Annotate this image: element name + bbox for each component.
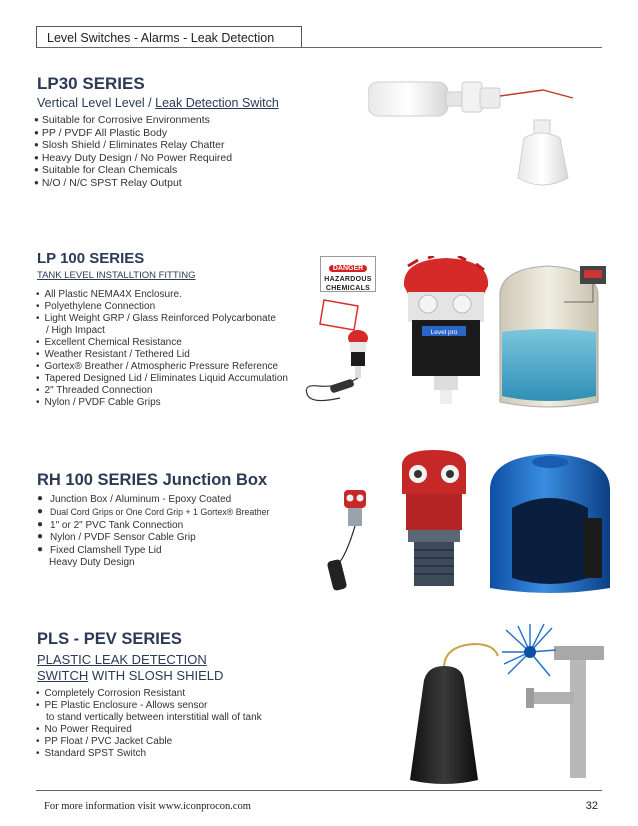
danger-text-1: HAZARDOUS <box>324 276 372 283</box>
page-number: 32 <box>585 800 598 812</box>
header-tab <box>36 26 302 48</box>
list-item: ● Dual Cord Grips or One Cord Grip + 1 Gortex® Breather <box>37 506 269 519</box>
header-title: Level Switches - Alarms - Leak Detection <box>47 31 275 45</box>
pls-subtitle-line1[interactable]: PLASTIC LEAK DETECTION <box>37 652 207 667</box>
list-item: ● Slosh Shield / Eliminates Relay Chatter <box>34 139 232 152</box>
list-item: ● 1" or 2" PVC Tank Connection <box>37 519 269 532</box>
list-item: ● Heavy Duty Design / No Power Required <box>34 152 232 165</box>
list-item: • Tapered Designed Lid / Eliminates Liquid Accumulation <box>36 373 288 385</box>
header-rule <box>36 47 602 48</box>
lp100-feature-list <box>36 289 288 409</box>
footer-rule <box>36 790 602 791</box>
pls-pipe-brush-image <box>500 622 620 782</box>
list-item: • Nylon / PVDF Cable Grips <box>36 397 288 409</box>
list-item: ● Junction Box / Aluminum - Epoxy Coated <box>37 493 269 506</box>
list-item: ● Suitable for Clean Chemicals <box>34 164 232 177</box>
list-item: • Excellent Chemical Resistance <box>36 337 288 349</box>
list-item: • Gortex® Breather / Atmospheric Pressure Reference <box>36 361 288 373</box>
list-item: • Light Weight GRP / Glass Reinforced Polycarbonate <box>36 313 288 325</box>
pls-title: PLS - PEV SERIES <box>37 630 182 648</box>
device-brand-text: Level pro <box>430 329 458 336</box>
lp30-feature-list <box>34 114 232 190</box>
list-item: • Completely Corrosion Resistant <box>36 688 262 700</box>
list-item: • All Plastic NEMA4X Enclosure. <box>36 289 288 301</box>
danger-sign <box>320 256 376 292</box>
pls-feature-list <box>36 688 262 760</box>
rh100-feature-list <box>37 493 269 569</box>
pls-float-image <box>404 640 500 788</box>
lp30-product-image <box>368 68 608 198</box>
lp100-subtitle[interactable]: TANK LEVEL INSTALLTION FITTING <box>37 270 196 281</box>
lp30-subtitle-link[interactable]: Leak Detection Switch <box>155 96 279 110</box>
list-item: • PE Plastic Enclosure - Allows sensor <box>36 700 262 712</box>
rh100-title: RH 100 SERIES Junction Box <box>37 471 268 489</box>
pls-subtitle-link[interactable]: SWITCH <box>37 668 89 683</box>
rh100-junction-box-image <box>394 450 474 590</box>
list-item: ● Fixed Clamshell Type Lid <box>37 544 269 557</box>
danger-label: DANGER <box>329 265 367 272</box>
list-item: • Weather Resistant / Tethered Lid <box>36 349 288 361</box>
lp30-subtitle-prefix: Vertical Level Level / <box>37 96 156 110</box>
pls-subtitle-line2 <box>37 668 223 683</box>
lp100-title: LP 100 SERIES <box>37 250 145 267</box>
list-item: • PP Float / PVC Jacket Cable <box>36 736 262 748</box>
rh100-blue-tank-image <box>482 448 618 598</box>
list-item: • Polyethylene Connection <box>36 301 288 313</box>
list-item: • No Power Required <box>36 724 262 736</box>
danger-text-2: CHEMICALS <box>325 285 371 292</box>
list-item: ● Nylon / PVDF Sensor Cable Grip <box>37 531 269 544</box>
list-item: ● PP / PVDF All Plastic Body <box>34 127 232 140</box>
pls-subtitle-rest: WITH SLOSH SHIELD <box>88 668 224 683</box>
rh100-sensor-small-image <box>318 486 388 598</box>
lp30-subtitle <box>37 96 279 110</box>
lp100-sensor-small-image <box>300 326 390 406</box>
list-item: Heavy Duty Design <box>49 556 135 568</box>
list-item: • 2" Threaded Connection <box>36 385 288 397</box>
footer-text[interactable]: For more information visit www.iconprocon.com <box>44 801 251 812</box>
list-item: ● Suitable for Corrosive Environments <box>34 114 232 127</box>
list-item: to stand vertically between interstitial wall of tank <box>46 712 262 723</box>
list-item: ● N/O / N/C SPST Relay Output <box>34 177 232 190</box>
list-item: • Standard SPST Switch <box>36 748 262 760</box>
lp30-title: LP30 SERIES <box>37 74 145 93</box>
lp100-sensor-image <box>398 256 494 406</box>
pls-subtitle <box>37 652 223 683</box>
list-item: / High Impact <box>46 325 105 336</box>
lp100-tank-image <box>492 262 616 412</box>
